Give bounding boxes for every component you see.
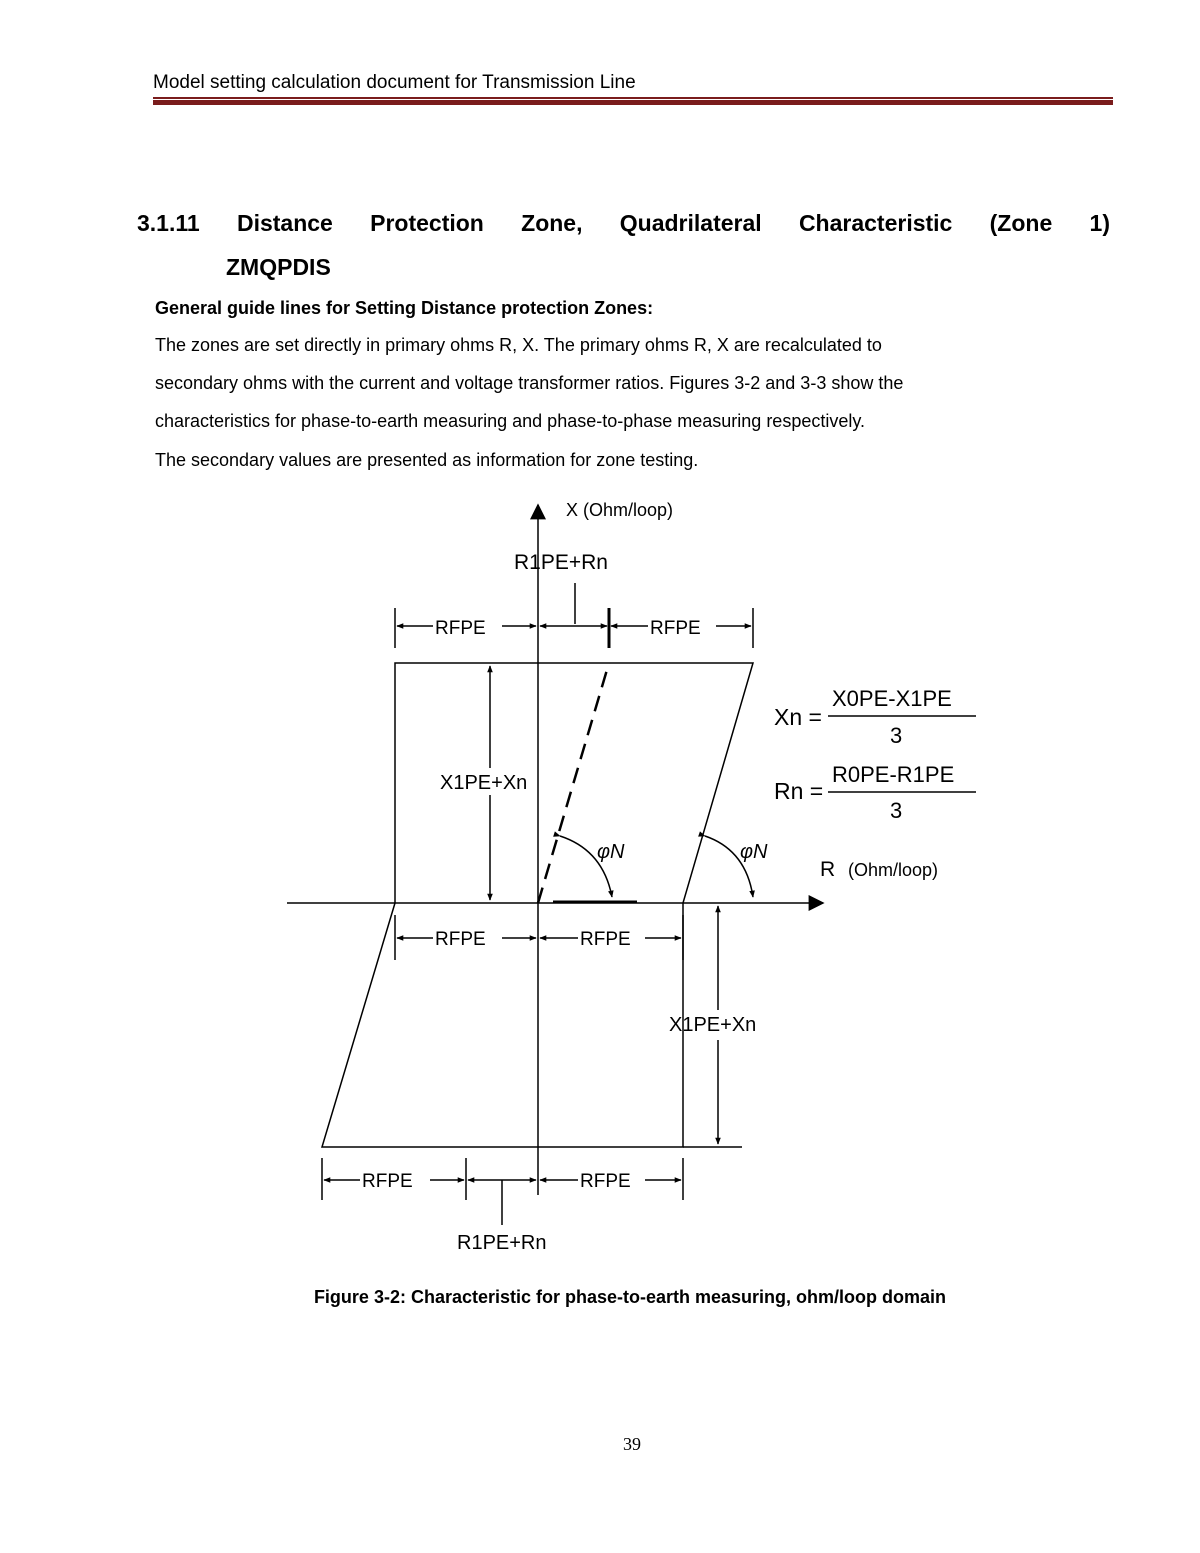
page-header-title: Model setting calculation document for Transmission Line	[153, 72, 636, 93]
section-title-line2: ZMQPDIS	[226, 254, 331, 280]
r-axis-label: R	[820, 858, 836, 881]
body-line: The zones are set directly in primary ohms R, X. The primary ohms R, X are recalculated to	[155, 335, 882, 355]
body-line: characteristics for phase-to-earth measuring and phase-to-phase measuring respectively.	[155, 411, 866, 431]
r1pe-rn-top-label: R1PE+Rn	[514, 551, 608, 574]
phi-n-left-label: φN	[597, 841, 625, 863]
x1pe-xn-left-label: X1PE+Xn	[440, 772, 528, 794]
rfpe-bot-left-label: RFPE	[362, 1171, 413, 1192]
figure-caption: Figure 3-2: Characteristic for phase-to-earth measuring, ohm/loop domain	[313, 1287, 947, 1307]
xn-formula-denominator: 3	[890, 723, 903, 748]
section-title-word: Distance	[236, 210, 333, 236]
rfpe-mid-right-label: RFPE	[580, 929, 631, 950]
section-title-word: Quadrilateral	[619, 210, 762, 236]
section-title-word: Characteristic	[798, 210, 953, 236]
rfpe-top-left-label: RFPE	[435, 618, 486, 639]
page-number: 39	[623, 1434, 641, 1454]
xn-formula-numerator: X0PE-X1PE	[832, 686, 952, 711]
rn-formula-numerator: R0PE-R1PE	[832, 762, 955, 787]
rn-formula-denominator: 3	[890, 798, 903, 823]
xn-formula-lhs: Xn =	[774, 704, 822, 730]
body-line: secondary ohms with the current and voltage transformer ratios. Figures 3-2 and 3-3 show the	[155, 373, 904, 393]
rfpe-bot-right-label: RFPE	[580, 1171, 631, 1192]
section-title-word: Protection	[370, 210, 484, 236]
phi-n-right-label: φN	[740, 841, 768, 863]
r1pe-rn-bottom-label: R1PE+Rn	[457, 1232, 547, 1254]
rn-formula-lhs: Rn =	[774, 778, 824, 804]
body-subheading: General guide lines for Setting Distance protection Zones:	[155, 298, 654, 318]
x-axis-label: X (Ohm/loop)	[566, 500, 674, 520]
dashed-reach-line	[538, 663, 609, 903]
section-title-word: Zone,	[521, 210, 583, 236]
x1pe-xn-right-label: X1PE+Xn	[669, 1014, 757, 1036]
r-axis-unit-label: (Ohm/loop)	[848, 860, 939, 880]
rfpe-mid-left-label: RFPE	[435, 929, 486, 950]
rfpe-top-right-label: RFPE	[650, 618, 701, 639]
section-title-word: (Zone	[989, 210, 1053, 236]
body-line: The secondary values are presented as information for zone testing.	[155, 450, 699, 470]
section-title-word: 1)	[1089, 210, 1110, 236]
section-number: 3.1.11	[137, 210, 200, 236]
